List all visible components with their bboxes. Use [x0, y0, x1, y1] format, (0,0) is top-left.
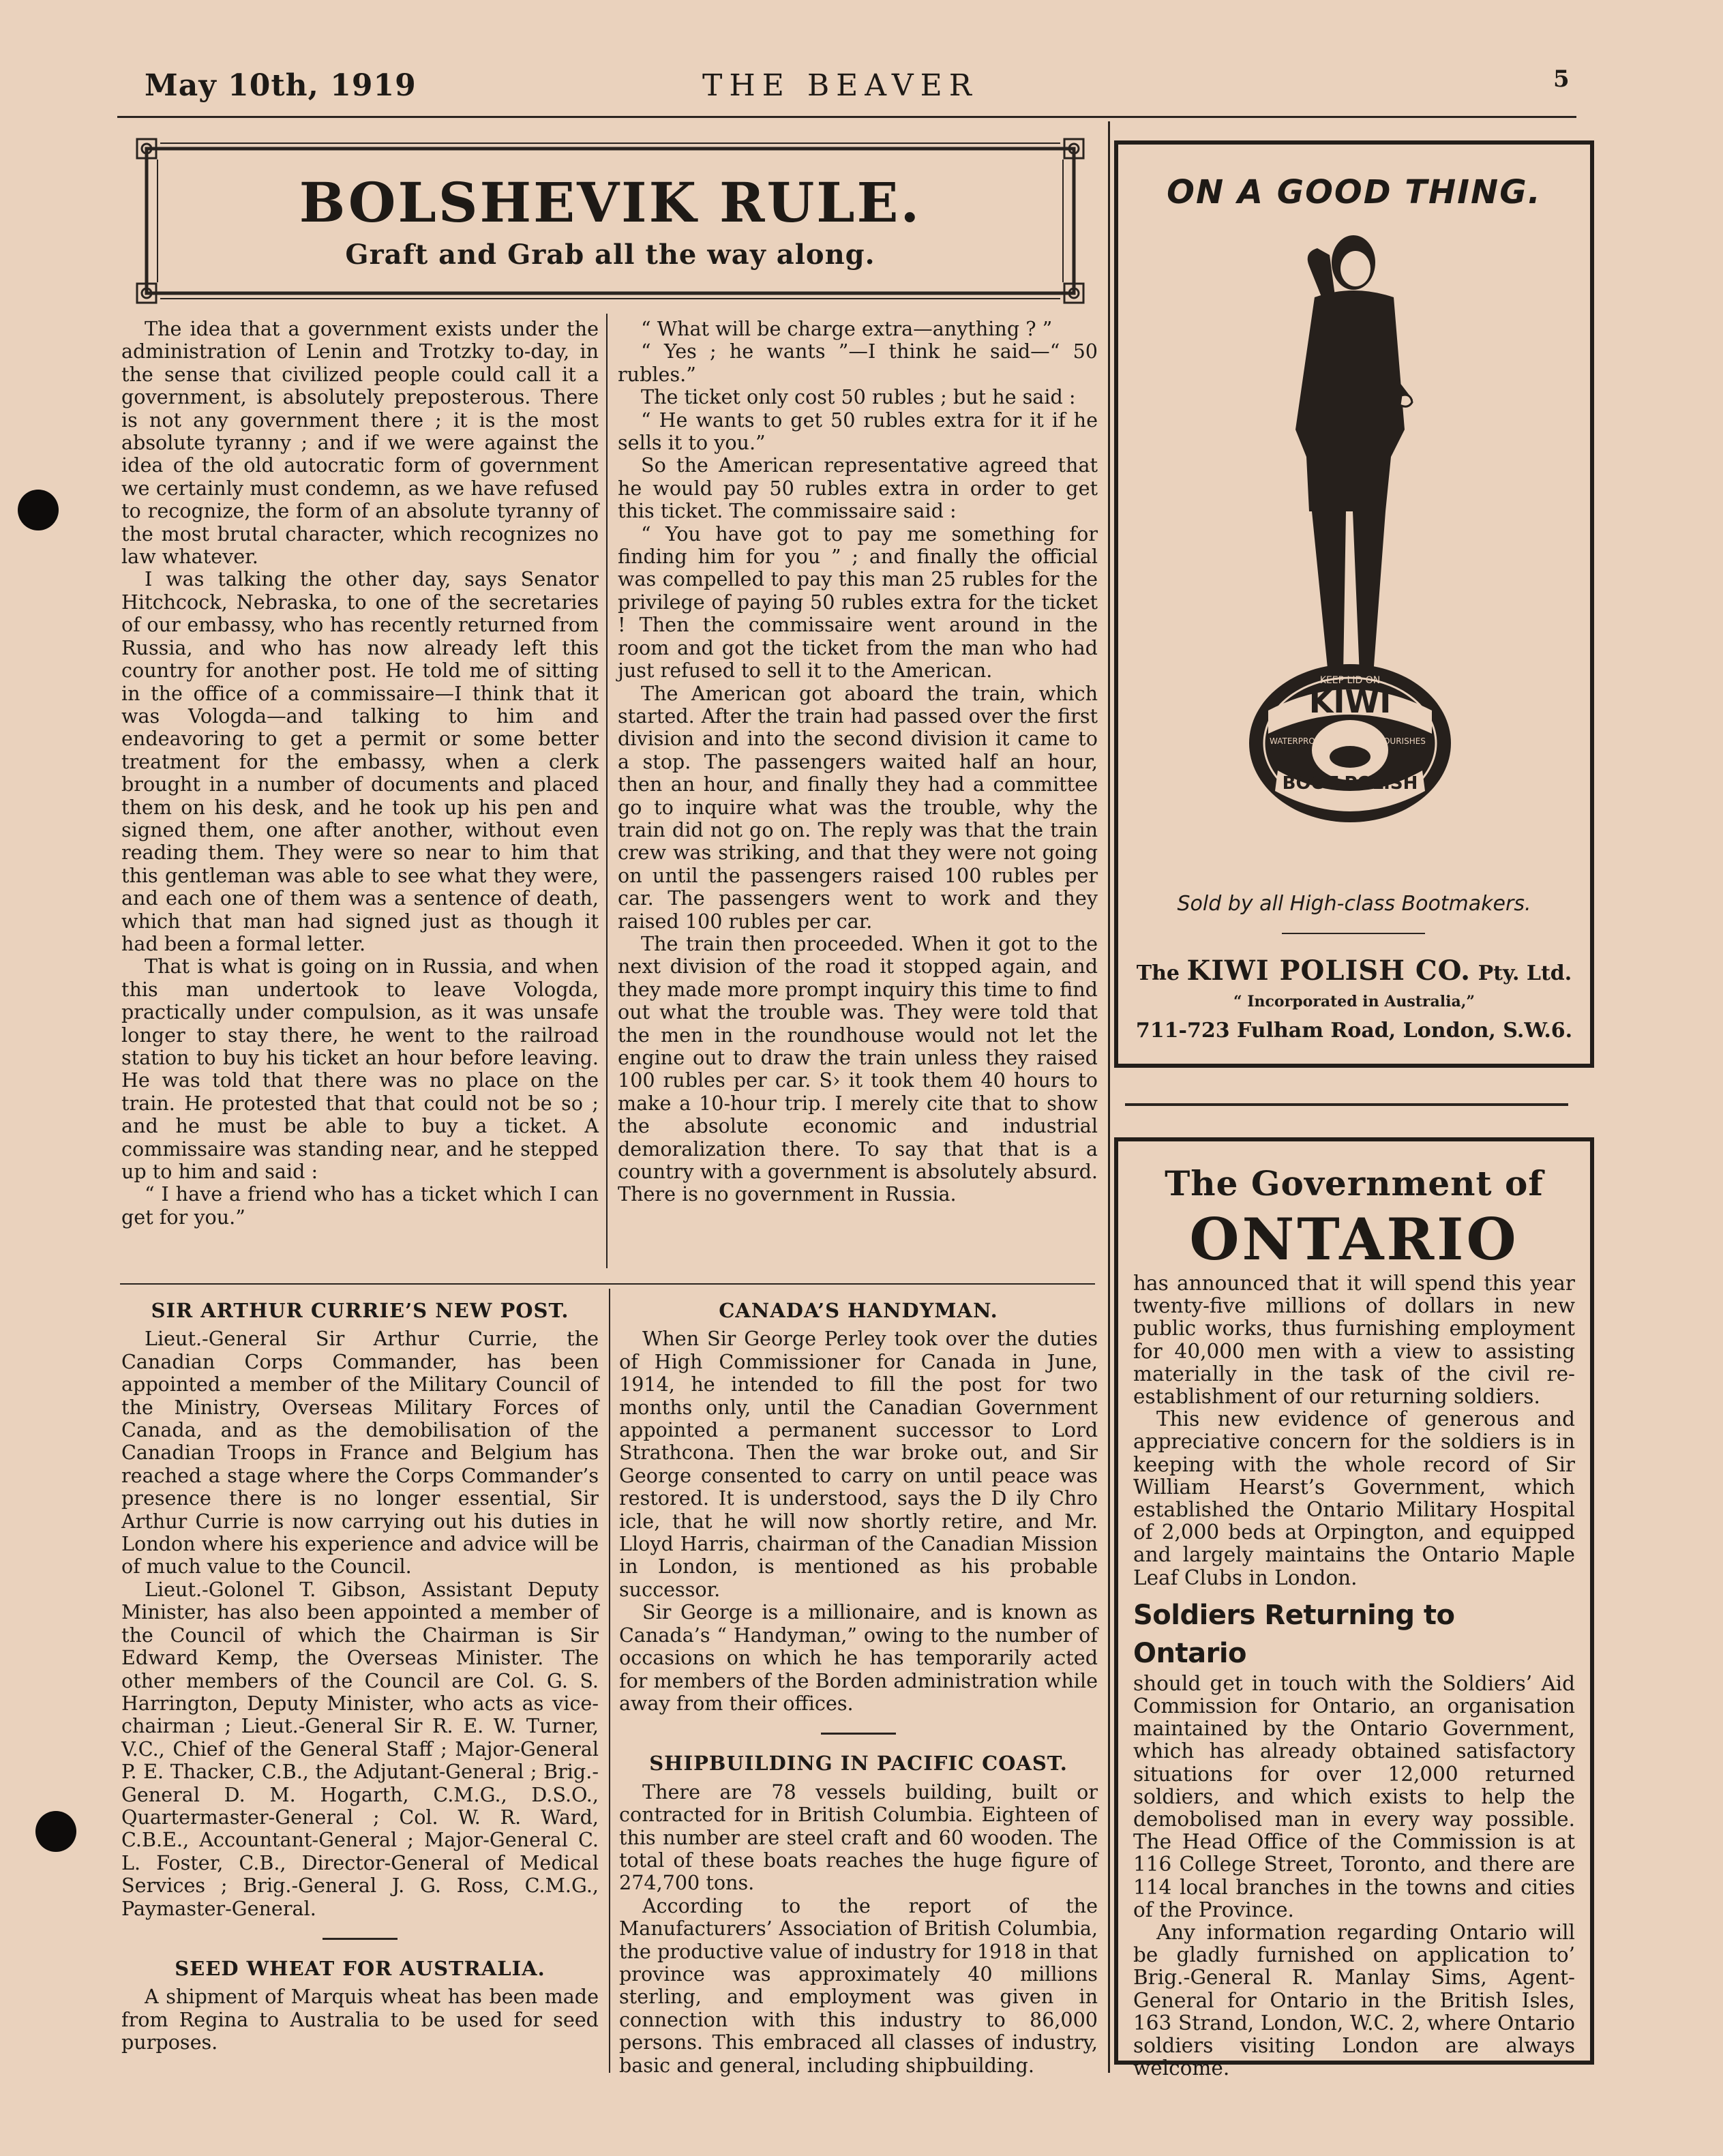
- paragraph: The American got aboard the train, which started. After the train had passed over the first division and into the second division it came to a stop. The passengers waited half an hour, then an hour, and finally they had a committee go to inquire what was the trouble, why the train did not go on. The reply was that the train crew was striking, and that they were not going on until the passengers raised 100 rubles per car. The passengers went to work and they raised 100 rubles per car.: [618, 681, 1098, 933]
- issue-date: May 10th, 1919: [145, 68, 417, 103]
- paragraph: Lieut.-General Sir Arthur Currie, the Canadian Corps Commander, has been appointed a member of the Military Council of the Ministry, Overseas Military Forces of Canada, and as the demobilisation of the Canadian Troops in France and Belgium has reached a stage where the Corps Commander’s presence there is no longer essential, Sir Arthur Currie is now carrying out his duties in London where his experience and advice will be of much value to the Council.: [121, 1327, 599, 1578]
- man-on-polish-tin-illustration: [1227, 225, 1473, 839]
- ontario-subheading: Soldiers Returning to Ontario: [1133, 1599, 1455, 1669]
- paragraph: The ticket only cost 50 rubles ; but he said :: [641, 385, 1076, 409]
- paragraph: When Sir George Perley took over the duties of High Commissioner for Canada in June, 1914, he intended to fill the post for two months only, until the Canadian Government appointed a permanent successor to Lord Strathcona. Then the war broke out, and Sir George consented to carry on until peace was restored. It is understood, says the D ily Chro icle, that he will now shortly retire, and Mr. Lloyd Harris, chairman of the Canadian Mission in London, is mentioned as his probable successor.: [619, 1327, 1098, 1601]
- punch-hole-bottom: [35, 1811, 76, 1852]
- header-rule: [117, 116, 1576, 118]
- section-break-rule: [821, 1733, 896, 1735]
- paragraph: “ He wants to get 50 rubles extra for it if he sells it to you.”: [618, 408, 1098, 455]
- column-divider-inner-top: [606, 314, 608, 1268]
- paragraph: There are 78 vessels building, built or contracted for in British Columbia. Eighteen of this number are steel craft and 60 wooden. The total of these boats reaches the huge figure of 274,700 tons.: [619, 1780, 1098, 1895]
- paragraph: “ What will be charge extra—anything ? ”: [641, 317, 1053, 340]
- paragraph: has announced that it will spend this year twenty-five millions of dollars in new public works, thus furnishing employment for 40,000 men with a view to assisting materially in the task of the civil re-establishment of our returning soldiers.: [1133, 1272, 1575, 1409]
- ontario-body: [1133, 1272, 1575, 2080]
- paragraph: Any information regarding Ontario will be gladly furnished on application to’ Brig.-General R. Manlay Sims, Agent-General for Ontario in the British Isles, 163 Strand, London, W.C. 2, where Ontario soldiers visiting London are always welcome.: [1133, 1921, 1575, 2080]
- article-title-bolshevik: BOLSHEVIK RULE.: [299, 170, 922, 235]
- paragraph: The idea that a government exists under the administration of Lenin and Trotzky to-day, in the sense that civilized people could call it a government, is absolutely preposterous. There is not any government there ; it is the most absolute tyranny ; and if we were against the idea of the old autocratic form of government we certainly must condemn, as we have refused to recognize, the form of an absolute tyranny of the most brutal character, which recognizes no law whatever.: [121, 317, 599, 569]
- column-divider-inner-bottom: [609, 1289, 610, 2073]
- article-title-currie: SIR ARTHUR CURRIE’S NEW POST.: [151, 1299, 569, 1322]
- paragraph: A shipment of Marquis wheat has been made from Regina to Australia to be used for seed purposes.: [121, 1985, 599, 2054]
- ad-separator-rule: [1125, 1103, 1568, 1106]
- tin-brand: KIWI: [1308, 683, 1392, 720]
- kiwi-company-suffix: Pty. Ltd.: [1478, 961, 1572, 985]
- article-title-seed-wheat: SEED WHEAT FOR AUSTRALIA.: [175, 1956, 545, 1980]
- paragraph: So the American representative agreed that he would pay 50 rubles extra in order to get this ticket. The commissaire said :: [618, 453, 1098, 523]
- paragraph: According to the report of the Manufacturers’ Association of British Columbia, the productive value of industry for 1918 in that province was approximately 40 millions sterling, and employment was given in connection with this industry to 86,000 persons. This embraced all classes of industry, basic and general, including shipbuilding.: [619, 1893, 1098, 2077]
- masthead: THE BEAVER: [702, 68, 978, 103]
- paragraph: “ Yes ; he wants ”—I think he said—“ 50 rubles.”: [618, 340, 1098, 386]
- paragraph: I was talking the other day, says Senator Hitchcock, Nebraska, to one of the secretaries of our embassy, who has recently returned from Russia, and who has now already left this country for another post. He told me of sitting in the office of a commissaire—I think that it was Vologda—and talking to him and endeavoring to get a permit or some better treatment for the embassy, when a clerk brought in a number of documents and placed them on his desk, and he took up his pen and signed them, one after another, without even reading them. They were so near to him that this gentleman was able to see what they were, and each one of them was a sentence of death, which that man had signed just as though it had been a formal letter.: [121, 567, 599, 955]
- tin-lid-text: KEEP LID ON: [1319, 675, 1381, 686]
- article-title-shipbuilding: SHIPBUILDING IN PACIFIC COAST.: [649, 1752, 1068, 1776]
- kiwi-incorporated: “ Incorporated in Australia,”: [1233, 993, 1475, 1010]
- paragraph: “ You have got to pay me something for finding him for you ” ; and finally the official was compelled to pay this man 25 rubles for the privilege of paying 50 rubles extra for the ticket ! Then the commissaire went around in the room and got the ticket from the man who had just refused to sell it to the American.: [618, 522, 1098, 683]
- column-divider-main: [1108, 121, 1110, 2073]
- bolshevik-column-left: [121, 318, 599, 1229]
- lower-column-right: [619, 1300, 1098, 2077]
- kiwi-company-line: [1118, 955, 1590, 987]
- article-title-handyman: CANADA’S HANDYMAN.: [719, 1299, 998, 1322]
- kiwi-company-prefix: The: [1136, 961, 1180, 985]
- ontario-heading-small: The Government of: [1165, 1163, 1544, 1203]
- tin-left-text: WATERPROOF: [1270, 736, 1327, 746]
- paragraph: Sir George is a millionaire, and is known as Canada’s “ Handyman,” owing to the number of occasions on which he has temporarily acted for members of the Borden administration while away from their offices.: [619, 1600, 1098, 1715]
- paragraph: should get in touch with the Soldiers’ Aid Commission for Ontario, an organisation maintained by the Ontario Government, which has already obtained satisfactory situations for over 12,000 returned soldiers, and which exists to help the demobolised man in every way possible. The Head Office of the Commission is at 116 College Street, Toronto, and there are 114 local branches in the towns and cities of the Province.: [1133, 1671, 1575, 1921]
- article-subtitle-bolshevik: Graft and Grab all the way along.: [345, 239, 875, 271]
- tin-product-name: BOOT POLISH: [1282, 773, 1418, 794]
- kiwi-headline: ON A GOOD THING.: [1167, 173, 1542, 211]
- paragraph: “ I have a friend who has a ticket which I can get for you.”: [121, 1182, 599, 1229]
- paragraph: The train then proceeded. When it got to the next division of the road it stopped again, and they made more prompt inquiry this time to find out what the trouble was. They were told that the men in the roundhouse would not let the engine out to draw the train unless they raised 100 rubles per car. S› it took them 40 hours to make a 10-hour trip. I merely cite that to show the absolute economic and industrial demoralization there. To say that that is a country with a government is absolutely absurd. There is no government in Russia.: [618, 931, 1098, 1206]
- kiwi-company-name: KIWI POLISH CO.: [1186, 955, 1471, 987]
- punch-hole-top: [18, 490, 59, 530]
- lower-column-left: [121, 1300, 599, 2054]
- tin-right-text: NOURISHES: [1377, 736, 1426, 746]
- paragraph: Lieut.-Golonel T. Gibson, Assistant Deputy Minister, has also been appointed a member of the Council of which the Chairman is Sir Edward Kemp, the Overseas Minister. The other members of the Council are Col. G. S. Harrington, Deputy Minister, who acts as vice-chairman ; Lieut.-General Sir R. E. W. Turner, V.C., Chief of the General Staff ; Major-General P. E. Thacker, C.B., the Adjutant-General ; Brig.-General D. M. Hogarth, C.M.G., D.S.O., Quartermaster-General ; Col. W. R. Ward, C.B.E., Accountant-General ; Major-General C. L. Foster, C.B., Director-General of Medical Services ; Brig.-General J. G. Ross, C.M.G., Paymaster-General.: [121, 1577, 599, 1920]
- section-break-rule: [323, 1938, 398, 1940]
- page-number: 5: [1553, 65, 1570, 93]
- ontario-heading-big: ONTARIO: [1189, 1206, 1519, 1273]
- paragraph: That is what is going on in Russia, and when this man undertook to leave Vologda, practically under compulsion, as it was unsafe longer to stay there, he went to the railroad station to buy his ticket an hour before leaving. He was told that there was no place on the train. He protested that that could not be so ; and he must be able to buy a ticket. A commissaire was standing near, and he stepped up to him and said :: [121, 955, 599, 1184]
- kiwi-address: 711-723 Fulham Road, London, S.W.6.: [1135, 1019, 1573, 1043]
- bolshevik-column-right: [618, 318, 1098, 1206]
- paragraph: This new evidence of generous and appreciative concern for the soldiers is in keeping with the whole record of Sir William Hearst’s Government, which established the Ontario Military Hospital of 2,000 beds at Orpington, and equipped and largely maintains the Ontario Maple Leaf Clubs in London.: [1133, 1407, 1575, 1589]
- section-divider-horizontal: [120, 1283, 1095, 1285]
- kiwi-divider: [1282, 933, 1425, 934]
- kiwi-sold-by: Sold by all High-class Bootmakers.: [1177, 892, 1531, 916]
